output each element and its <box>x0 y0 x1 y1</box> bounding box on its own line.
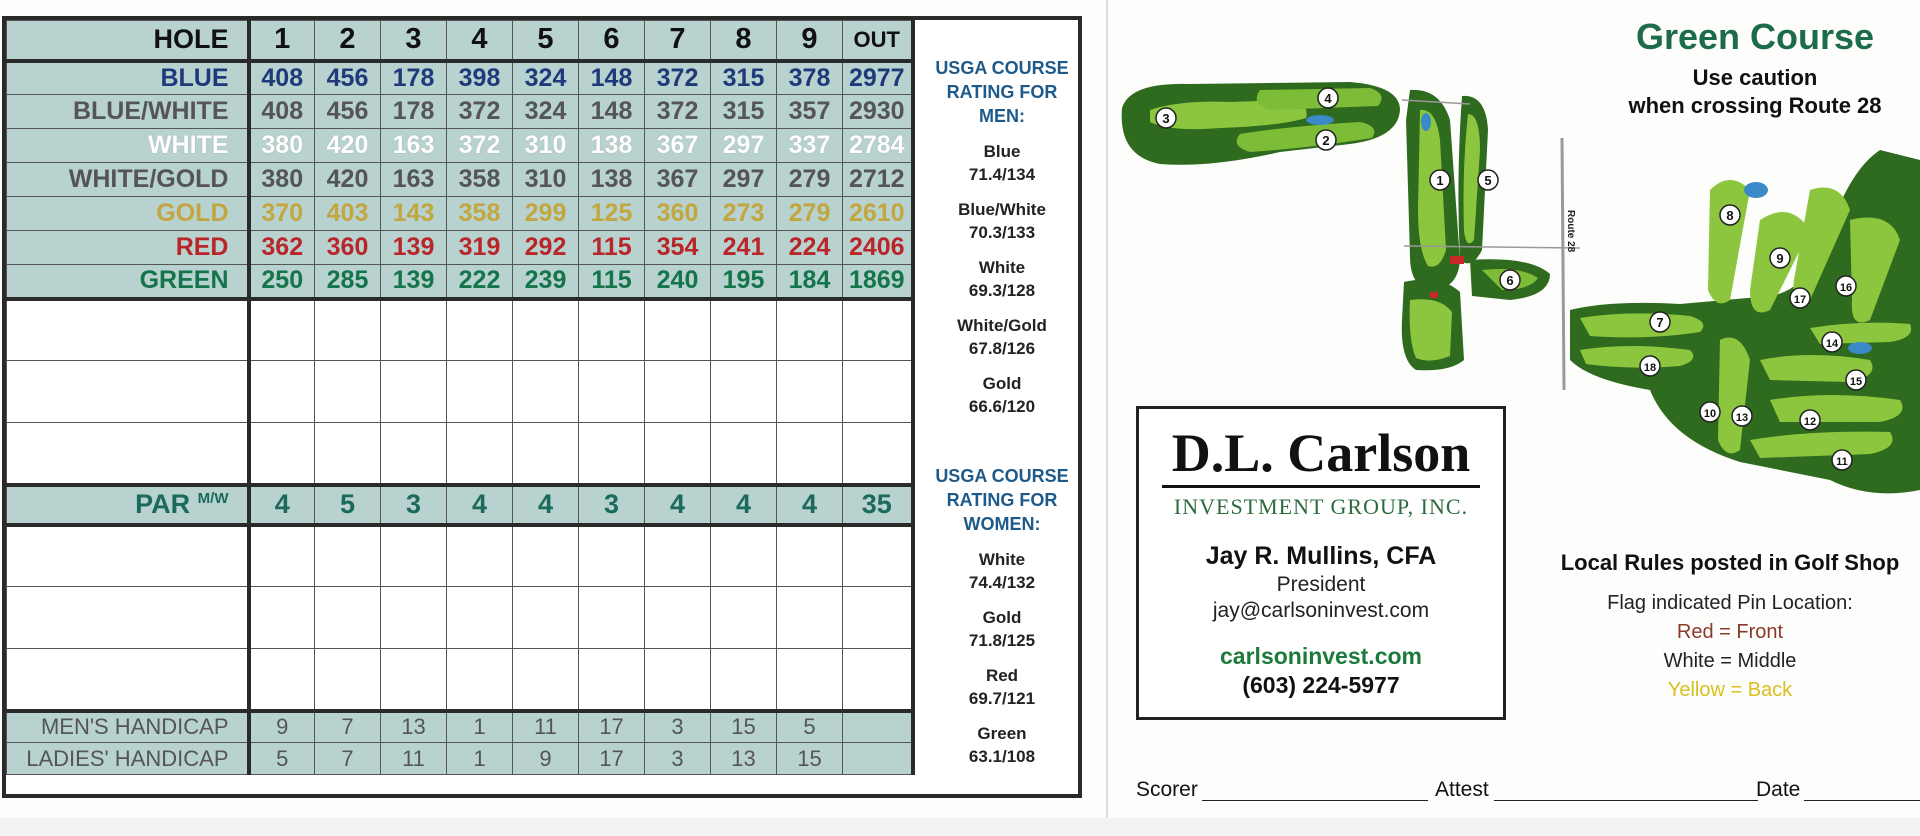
yardage-cell: 125 <box>579 197 645 231</box>
par-label <box>7 485 249 525</box>
hole-number: 4 <box>447 21 513 61</box>
yardage-cell: 378 <box>777 61 843 95</box>
yardage-cell: 139 <box>381 231 447 265</box>
hole-marker-label: 5 <box>1484 173 1492 188</box>
women-rating <box>922 548 1082 594</box>
score-cell[interactable] <box>315 299 381 361</box>
yardage-cell: 178 <box>381 95 447 129</box>
rating-tee: White <box>978 258 1026 277</box>
score-cell[interactable] <box>645 587 711 649</box>
score-cell[interactable] <box>381 649 447 711</box>
yardage-cell: 178 <box>381 61 447 95</box>
rating-tee: Green <box>977 724 1027 743</box>
yardage-cell: 115 <box>579 265 645 299</box>
yardage-cell: 239 <box>513 265 579 299</box>
score-cell[interactable] <box>711 649 777 711</box>
out-yardage: 2712 <box>843 163 913 197</box>
rules-flag-line: Flag indicated Pin Location: <box>1607 592 1853 614</box>
yardage-cell: 420 <box>315 163 381 197</box>
yardage-cell: 357 <box>777 95 843 129</box>
par-label-sup: M/W <box>197 490 229 507</box>
rating-tee: White/Gold <box>957 316 1047 335</box>
firm-name: D.L. Carlson <box>1171 423 1471 483</box>
par-out: 35 <box>843 485 913 525</box>
handicap-cell: 5 <box>249 743 315 775</box>
yardage-cell: 139 <box>381 265 447 299</box>
score-cell[interactable] <box>711 587 777 649</box>
handicap-label: LADIES' HANDICAP <box>7 743 249 775</box>
rating-value: 69.3/128 <box>968 281 1036 300</box>
score-cell[interactable] <box>381 361 447 423</box>
contact-email: jay@carlsoninvest.com <box>1212 599 1430 622</box>
contact-name: Jay R. Mullins, CFA <box>1205 542 1437 570</box>
par-cell: 3 <box>381 485 447 525</box>
par-cell: 4 <box>447 485 513 525</box>
sponsor-ad <box>1136 406 1506 720</box>
out-yardage: 2406 <box>843 231 913 265</box>
rating-tee: Blue/White <box>958 200 1046 219</box>
handicap-cell: 17 <box>579 743 645 775</box>
handicap-cell: 11 <box>513 711 579 743</box>
score-cell[interactable] <box>315 649 381 711</box>
score-cell[interactable] <box>249 299 315 361</box>
yardage-cell: 337 <box>777 129 843 163</box>
player-name-cell[interactable] <box>7 649 249 711</box>
par-cell: 4 <box>513 485 579 525</box>
out-score-cell[interactable] <box>843 525 913 587</box>
score-cell[interactable] <box>315 361 381 423</box>
par-label-text: PAR <box>135 489 191 519</box>
firm-subtitle: INVESTMENT GROUP, INC. <box>1173 494 1469 519</box>
out-yardage: 1869 <box>843 265 913 299</box>
women-rating <box>922 664 1082 710</box>
yardage-cell: 143 <box>381 197 447 231</box>
out-score-cell[interactable] <box>843 423 913 485</box>
handicap-out <box>843 743 913 775</box>
player-name-cell[interactable] <box>7 299 249 361</box>
par-cell: 4 <box>645 485 711 525</box>
score-cell[interactable] <box>513 525 579 587</box>
score-cell[interactable] <box>381 587 447 649</box>
out-score-cell[interactable] <box>843 361 913 423</box>
hole-marker-label: 1 <box>1436 173 1444 188</box>
yardage-cell: 408 <box>249 61 315 95</box>
contact-phone: (603) 224-5977 <box>1242 672 1400 698</box>
hole-marker-label: 2 <box>1322 133 1330 148</box>
rules-title: Local Rules posted in Golf Shop <box>1560 550 1900 575</box>
hole-marker-label: 6 <box>1506 273 1514 288</box>
score-cell[interactable] <box>711 423 777 485</box>
score-cell[interactable] <box>447 587 513 649</box>
tee-name: BLUE/WHITE <box>7 95 249 129</box>
yardage-cell: 324 <box>513 95 579 129</box>
handicap-cell: 7 <box>315 711 381 743</box>
yardage-cell: 297 <box>711 163 777 197</box>
course-title: Green Course <box>1635 16 1875 57</box>
tee-name: BLUE <box>7 61 249 95</box>
rating-value: 63.1/108 <box>968 747 1036 766</box>
women-rating <box>922 606 1082 652</box>
mens-handicap-row <box>7 711 913 743</box>
handicap-cell: 15 <box>777 743 843 775</box>
score-cell[interactable] <box>513 587 579 649</box>
firm-rule <box>1162 485 1480 488</box>
yardage-cell: 299 <box>513 197 579 231</box>
score-cell[interactable] <box>381 299 447 361</box>
date-line[interactable] <box>1804 800 1920 801</box>
yardage-cell: 372 <box>447 95 513 129</box>
score-cell[interactable] <box>645 299 711 361</box>
yardage-cell: 163 <box>381 129 447 163</box>
score-cell[interactable] <box>777 299 843 361</box>
yardage-cell: 285 <box>315 265 381 299</box>
rating-tee: Gold <box>982 608 1022 627</box>
player-row-back <box>7 525 913 587</box>
fold-crease <box>1106 0 1108 818</box>
hole-marker-label: 7 <box>1656 315 1664 330</box>
yardage-cell: 360 <box>315 231 381 265</box>
tee-row <box>7 95 913 129</box>
out-yardage: 2930 <box>843 95 913 129</box>
yardage-cell: 273 <box>711 197 777 231</box>
par-cell: 4 <box>711 485 777 525</box>
score-cell[interactable] <box>777 423 843 485</box>
yardage-cell: 380 <box>249 129 315 163</box>
score-cell[interactable] <box>447 525 513 587</box>
yardage-cell: 148 <box>579 61 645 95</box>
handicap-cell: 1 <box>447 711 513 743</box>
course-panel <box>1110 0 1920 818</box>
score-cell[interactable] <box>777 649 843 711</box>
yardage-cell: 372 <box>645 95 711 129</box>
tee-row <box>7 61 913 95</box>
yardage-cell: 358 <box>447 163 513 197</box>
score-cell[interactable] <box>513 361 579 423</box>
player-row <box>7 423 913 485</box>
score-cell[interactable] <box>447 649 513 711</box>
hole-marker-label: 14 <box>1825 338 1839 350</box>
out-score-cell[interactable] <box>843 649 913 711</box>
yardage-cell: 222 <box>447 265 513 299</box>
rating-value: 66.6/120 <box>968 397 1036 416</box>
yardage-cell: 408 <box>249 95 315 129</box>
hole-marker-label: 17 <box>1793 294 1807 306</box>
yardage-cell: 138 <box>579 129 645 163</box>
rating-value: 69.7/121 <box>968 689 1036 708</box>
score-cell[interactable] <box>249 587 315 649</box>
hole-number: 1 <box>249 21 315 61</box>
yardage-cell: 398 <box>447 61 513 95</box>
handicap-cell: 13 <box>711 743 777 775</box>
men-rating <box>922 256 1082 302</box>
yardage-cell: 148 <box>579 95 645 129</box>
rating-tee: Blue <box>983 142 1021 161</box>
yardage-cell: 310 <box>513 163 579 197</box>
score-cell[interactable] <box>249 649 315 711</box>
player-row <box>7 361 913 423</box>
hole-number: 5 <box>513 21 579 61</box>
hole-marker-label: 4 <box>1324 91 1332 106</box>
rating-value: 70.3/133 <box>968 223 1036 242</box>
score-cell[interactable] <box>579 649 645 711</box>
score-cell[interactable] <box>249 525 315 587</box>
score-cell[interactable] <box>447 299 513 361</box>
men-rating <box>922 198 1082 244</box>
tee-name: RED <box>7 231 249 265</box>
player-name-cell[interactable] <box>7 525 249 587</box>
par-cell: 4 <box>777 485 843 525</box>
men-rating <box>922 314 1082 360</box>
handicap-cell: 7 <box>315 743 381 775</box>
men-rating <box>922 140 1082 186</box>
men-rating <box>922 372 1082 418</box>
out-yardage: 2784 <box>843 129 913 163</box>
yardage-cell: 292 <box>513 231 579 265</box>
yardage-cell: 358 <box>447 197 513 231</box>
score-cell[interactable] <box>777 525 843 587</box>
player-name-cell[interactable] <box>7 423 249 485</box>
par-cell: 3 <box>579 485 645 525</box>
score-cell[interactable] <box>579 525 645 587</box>
yardage-cell: 354 <box>645 231 711 265</box>
yardage-cell: 362 <box>249 231 315 265</box>
yardage-cell: 195 <box>711 265 777 299</box>
hole-number: 9 <box>777 21 843 61</box>
handicap-label: MEN'S HANDICAP <box>7 711 249 743</box>
hole-marker-label: 16 <box>1839 282 1853 294</box>
score-cell[interactable] <box>579 361 645 423</box>
yardage-cell: 420 <box>315 129 381 163</box>
tee-row <box>7 231 913 265</box>
hole-marker-label: 3 <box>1162 111 1170 126</box>
rules-red: Red = Front <box>1676 621 1784 643</box>
out-score-cell[interactable] <box>843 587 913 649</box>
par-cell: 5 <box>315 485 381 525</box>
hole-marker-label: 8 <box>1726 208 1734 223</box>
contact-title: President <box>1276 573 1366 596</box>
yardage-cell: 115 <box>579 231 645 265</box>
score-cell[interactable] <box>711 525 777 587</box>
hole-marker-label: 12 <box>1803 416 1817 428</box>
hole-number: 2 <box>315 21 381 61</box>
tee-row <box>7 265 913 299</box>
hole-marker-label: 13 <box>1735 412 1749 424</box>
handicap-cell: 11 <box>381 743 447 775</box>
score-cell[interactable] <box>315 587 381 649</box>
score-cell[interactable] <box>645 649 711 711</box>
contact-website: carlsoninvest.com <box>1220 643 1422 669</box>
tee-name: WHITE <box>7 129 249 163</box>
attest-line[interactable] <box>1494 800 1758 801</box>
yardage-cell: 224 <box>777 231 843 265</box>
handicap-cell: 9 <box>513 743 579 775</box>
yardage-cell: 372 <box>447 129 513 163</box>
yardage-cell: 279 <box>777 197 843 231</box>
yardage-cell: 297 <box>711 129 777 163</box>
route-28-road <box>1562 138 1564 390</box>
yardage-cell: 250 <box>249 265 315 299</box>
score-cell[interactable] <box>579 299 645 361</box>
handicap-out <box>843 711 913 743</box>
yardage-cell: 380 <box>249 163 315 197</box>
route-28-label: Route 28 <box>1565 210 1576 253</box>
yardage-cell: 367 <box>645 129 711 163</box>
player-row-back <box>7 587 913 649</box>
out-header: OUT <box>843 21 913 61</box>
hole-number: 6 <box>579 21 645 61</box>
rating-tee: Red <box>985 666 1019 685</box>
yardage-cell: 310 <box>513 129 579 163</box>
score-cell[interactable] <box>381 525 447 587</box>
yardage-cell: 456 <box>315 61 381 95</box>
par-row <box>7 485 913 525</box>
hole-number: 3 <box>381 21 447 61</box>
yardage-cell: 138 <box>579 163 645 197</box>
score-cell[interactable] <box>711 299 777 361</box>
handicap-cell: 15 <box>711 711 777 743</box>
yardage-cell: 163 <box>381 163 447 197</box>
course-ratings <box>922 20 1082 794</box>
yardage-cell: 315 <box>711 95 777 129</box>
attest-label: Attest <box>1435 778 1489 801</box>
yardage-cell: 456 <box>315 95 381 129</box>
player-name-cell[interactable] <box>7 587 249 649</box>
out-yardage: 2610 <box>843 197 913 231</box>
handicap-cell: 3 <box>645 711 711 743</box>
score-cell[interactable] <box>249 361 315 423</box>
yardage-cell: 403 <box>315 197 381 231</box>
date-label: Date <box>1756 778 1801 801</box>
scorer-line[interactable] <box>1202 800 1428 801</box>
hole-marker-label: 10 <box>1703 408 1717 420</box>
hole-marker-label: 18 <box>1643 362 1657 374</box>
yardage-cell: 184 <box>777 265 843 299</box>
tee-row <box>7 163 913 197</box>
tee-row <box>7 197 913 231</box>
out-score-cell[interactable] <box>843 299 913 361</box>
score-cell[interactable] <box>381 423 447 485</box>
yardage-cell: 240 <box>645 265 711 299</box>
scorer-label: Scorer <box>1136 778 1198 801</box>
yardage-cell: 241 <box>711 231 777 265</box>
rating-tee: White <box>978 550 1026 569</box>
score-cell[interactable] <box>645 423 711 485</box>
women-rating <box>922 722 1082 768</box>
yardage-cell: 360 <box>645 197 711 231</box>
yardage-cell: 319 <box>447 231 513 265</box>
hole-marker-label: 11 <box>1836 456 1848 468</box>
scorecard-table <box>6 20 915 775</box>
player-row-back <box>7 649 913 711</box>
player-name-cell[interactable] <box>7 361 249 423</box>
rating-value: 67.8/126 <box>968 339 1036 358</box>
handicap-cell: 5 <box>777 711 843 743</box>
hole-number: 8 <box>711 21 777 61</box>
hole-row <box>7 21 913 61</box>
women-ratings-heading: USGA COURSE RATING FOR WOMEN: <box>935 466 1069 534</box>
rating-tee: Gold <box>982 374 1022 393</box>
yardage-cell: 315 <box>711 61 777 95</box>
tee-row <box>7 129 913 163</box>
ladies-handicap-row <box>7 743 913 775</box>
handicap-cell: 1 <box>447 743 513 775</box>
caution-line-1: Use caution <box>1692 65 1818 90</box>
score-cell[interactable] <box>513 649 579 711</box>
hole-header-label: HOLE <box>7 21 249 61</box>
score-cell[interactable] <box>777 361 843 423</box>
score-cell[interactable] <box>315 423 381 485</box>
rating-value: 71.4/134 <box>968 165 1036 184</box>
score-cell[interactable] <box>447 361 513 423</box>
score-cell[interactable] <box>711 361 777 423</box>
score-cell[interactable] <box>249 423 315 485</box>
caution-note <box>1590 64 1920 120</box>
yardage-cell: 324 <box>513 61 579 95</box>
hole-number: 7 <box>645 21 711 61</box>
handicap-cell: 3 <box>645 743 711 775</box>
score-cell[interactable] <box>777 587 843 649</box>
yardage-cell: 372 <box>645 61 711 95</box>
tee-name: GREEN <box>7 265 249 299</box>
score-cell[interactable] <box>447 423 513 485</box>
player-row <box>7 299 913 361</box>
men-ratings-heading: USGA COURSE RATING FOR MEN: <box>935 58 1069 126</box>
rating-value: 74.4/132 <box>968 573 1036 592</box>
yardage-cell: 367 <box>645 163 711 197</box>
score-cell[interactable] <box>579 423 645 485</box>
handicap-cell: 13 <box>381 711 447 743</box>
hole-marker-label: 9 <box>1776 251 1784 266</box>
local-rules <box>1540 550 1920 702</box>
yardage-cell: 370 <box>249 197 315 231</box>
tee-name: GOLD <box>7 197 249 231</box>
tee-name: WHITE/GOLD <box>7 163 249 197</box>
rating-value: 71.8/125 <box>968 631 1036 650</box>
score-cell[interactable] <box>513 299 579 361</box>
yardage-cell: 279 <box>777 163 843 197</box>
scorecard-panel <box>2 16 1082 798</box>
score-cell[interactable] <box>579 587 645 649</box>
rules-white: White = Middle <box>1663 650 1797 672</box>
score-cell[interactable] <box>513 423 579 485</box>
caution-line-2: when crossing Route 28 <box>1628 93 1882 118</box>
rules-yellow: Yellow = Back <box>1667 679 1793 701</box>
score-cell[interactable] <box>645 525 711 587</box>
hole-marker-label: 15 <box>1849 376 1863 388</box>
out-yardage: 2977 <box>843 61 913 95</box>
handicap-cell: 17 <box>579 711 645 743</box>
par-cell: 4 <box>249 485 315 525</box>
score-cell[interactable] <box>645 361 711 423</box>
score-cell[interactable] <box>315 525 381 587</box>
handicap-cell: 9 <box>249 711 315 743</box>
